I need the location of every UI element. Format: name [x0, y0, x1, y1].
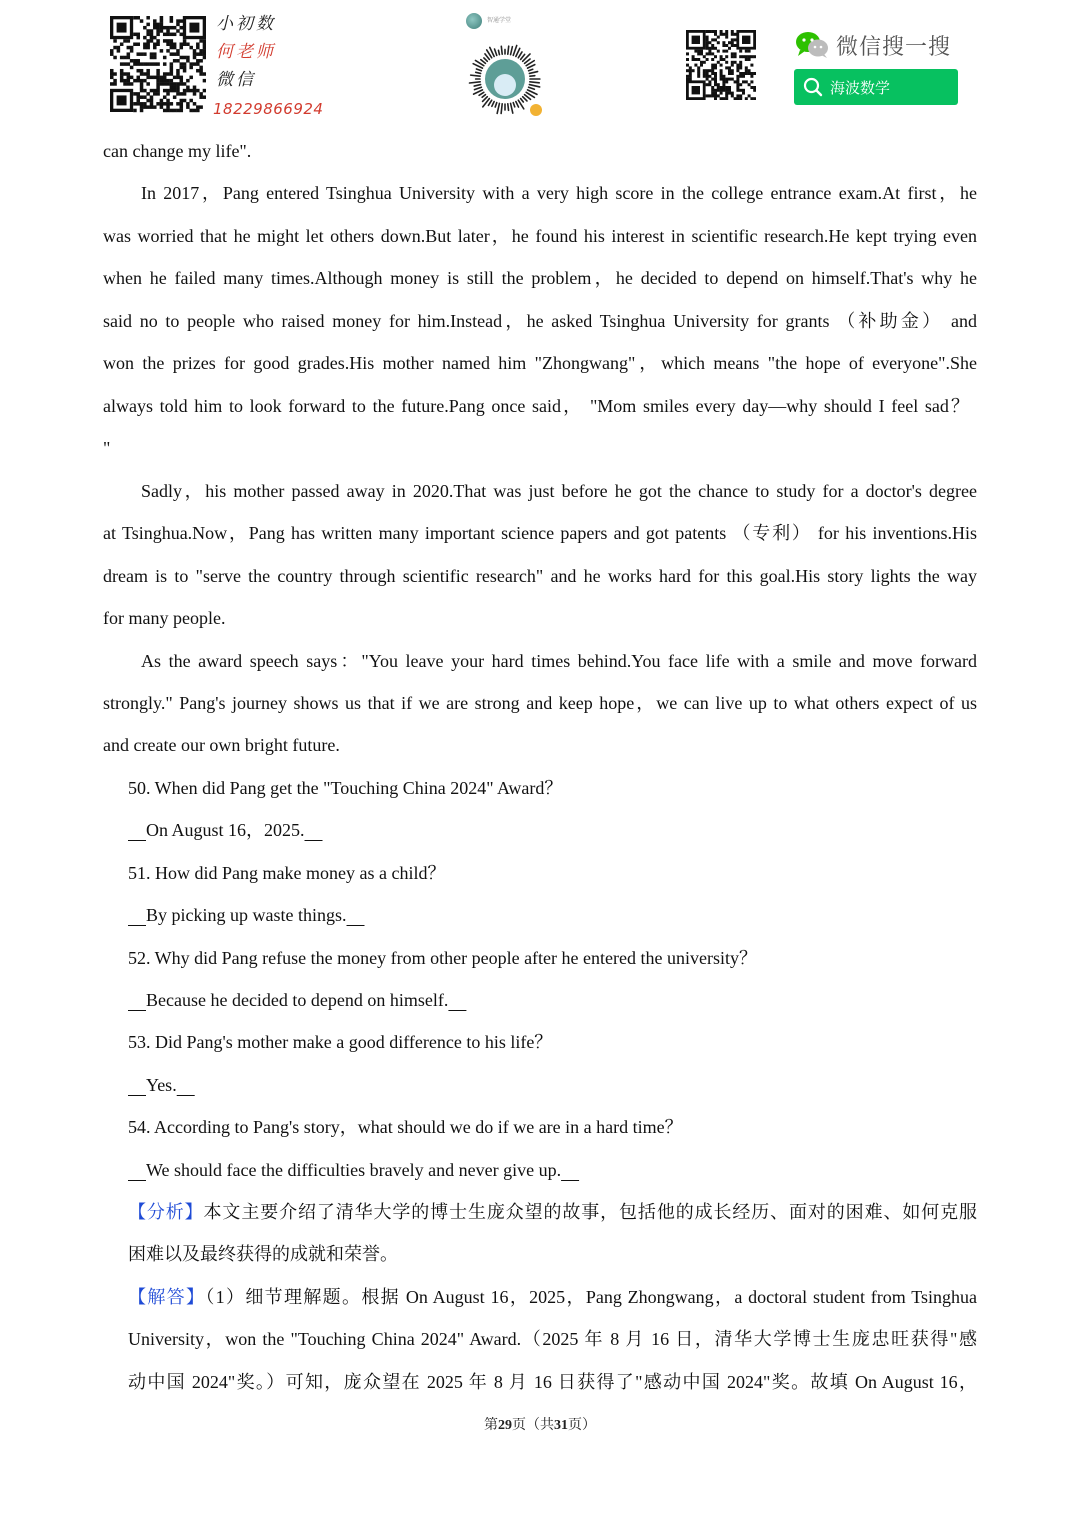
wechat-search-box[interactable]: [794, 69, 958, 105]
current-page: 29: [498, 1418, 512, 1433]
answer-53: Yes.: [146, 1075, 177, 1095]
wechat-logo-icon: [794, 30, 830, 60]
solution-line: University，won the "Touching China 2024" Award.（2025 年 8 月 16 日，清华大学博士生庞忠旺获得"感: [128, 1329, 977, 1349]
wechat-search-query: 海波数学: [830, 78, 891, 97]
passage-line: Sadly，his mother passed away in 2020.That was just before he got the chance to study for a doctor's degree: [141, 481, 977, 501]
search-icon: [802, 76, 824, 98]
answer-51: By picking up waste things.: [146, 905, 347, 925]
passage-line: dream is to "serve the country through scientific research" and he works hard for this goal.His story lights the way: [103, 566, 977, 586]
answer-54: We should face the difficulties bravely and never give up.: [146, 1160, 562, 1180]
contact-line-teacher: 何老师: [216, 42, 276, 62]
miniprogram-avatar: [466, 13, 482, 29]
answer-52: Because he decided to depend on himself.: [146, 990, 449, 1010]
question-52: 52. Why did Pang refuse the money from other people after he entered the university？: [128, 948, 757, 968]
passage-line: at Tsinghua.Now，Pang has written many important science papers and got patents （专利） for his inventions.His: [103, 523, 977, 543]
solution-line: 动中国 2024"奖。）可知，庞众望在 2025 年 8 月 16 日获得了"感动中国 2024"奖。故填 On August 16，: [128, 1372, 977, 1392]
question-51: 51. How did Pang make money as a child？: [128, 863, 446, 883]
analysis-line: 【分析】本文主要介绍了清华大学的博士生庞众望的故事，包括他的成长经历、面对的困难、如何克服: [128, 1202, 977, 1222]
page-number: 第29页（共31页）: [484, 1418, 596, 1433]
contact-line-wechat: 微信: [216, 70, 256, 90]
passage-line: for many people.: [103, 608, 226, 628]
question-54: 54. According to Pang's story，what should we do if we are in a hard time？: [128, 1117, 683, 1137]
passage-line: can change my life".: [103, 141, 252, 161]
solution-line: 【解答】（1）细节理解题。根据 On August 16，2025，Pang Zhongwang，a doctoral student from Tsinghua: [128, 1287, 978, 1307]
passage-line: always told him to look forward to the future.Pang once said， "Mom smiles every day—why should I feel sad？: [103, 396, 969, 416]
passage-line: and create our own bright future.: [103, 735, 340, 755]
miniprogram-name: 智通学堂: [487, 17, 512, 24]
wechat-search-title-text: 微信搜一搜: [836, 34, 952, 60]
analysis-line: 困难以及最终获得的成就和荣誉。: [128, 1244, 398, 1264]
analysis-tag: 【分析】: [128, 1202, 204, 1222]
passage-line: ": [103, 438, 111, 458]
answer-50: On August 16，2025.: [146, 820, 305, 840]
passage-line: strongly." Pang's journey shows us that if we are strong and keep hope，we can live up to what others expect of us: [103, 693, 977, 713]
question-50: 50. When did Pang get the "Touching China 2024" Award？: [128, 778, 563, 798]
contact-qr-code: [110, 16, 206, 114]
contact-line-phone: 18229866924: [213, 100, 324, 118]
wechat-qr-code[interactable]: [686, 30, 756, 100]
contact-line-subject: 小初数: [216, 14, 276, 34]
question-53: 53. Did Pang's mother make a good difference to his life？: [128, 1032, 553, 1052]
passage-line: won the prizes for good grades.His mother named him "Zhongwang"，which means "the hope of everyone".She: [103, 353, 977, 373]
page-header: [0, 0, 1080, 130]
wechat-search-title: [794, 28, 951, 62]
solution-tag: 【解答】: [128, 1287, 206, 1307]
passage-line: In 2017，Pang entered Tsinghua University with a very high score in the college entrance exam.At first，he: [141, 183, 977, 203]
passage-line: said no to people who raised money for him.Instead，he asked Tsinghua University for grants （补助金） and: [103, 311, 977, 331]
passage-line: As the award speech says："You leave your hard times behind.You face life with a smile and move forward: [141, 651, 977, 671]
total-pages: 31: [554, 1418, 568, 1433]
passage-line: was worried that he might let others down.But later，he found his interest in scientific research.He kept trying even: [103, 226, 977, 246]
miniprogram-code[interactable]: [466, 40, 544, 118]
passage-line: when he failed many times.Although money is still the problem，he decided to depend on himself.That's why he: [103, 268, 977, 288]
